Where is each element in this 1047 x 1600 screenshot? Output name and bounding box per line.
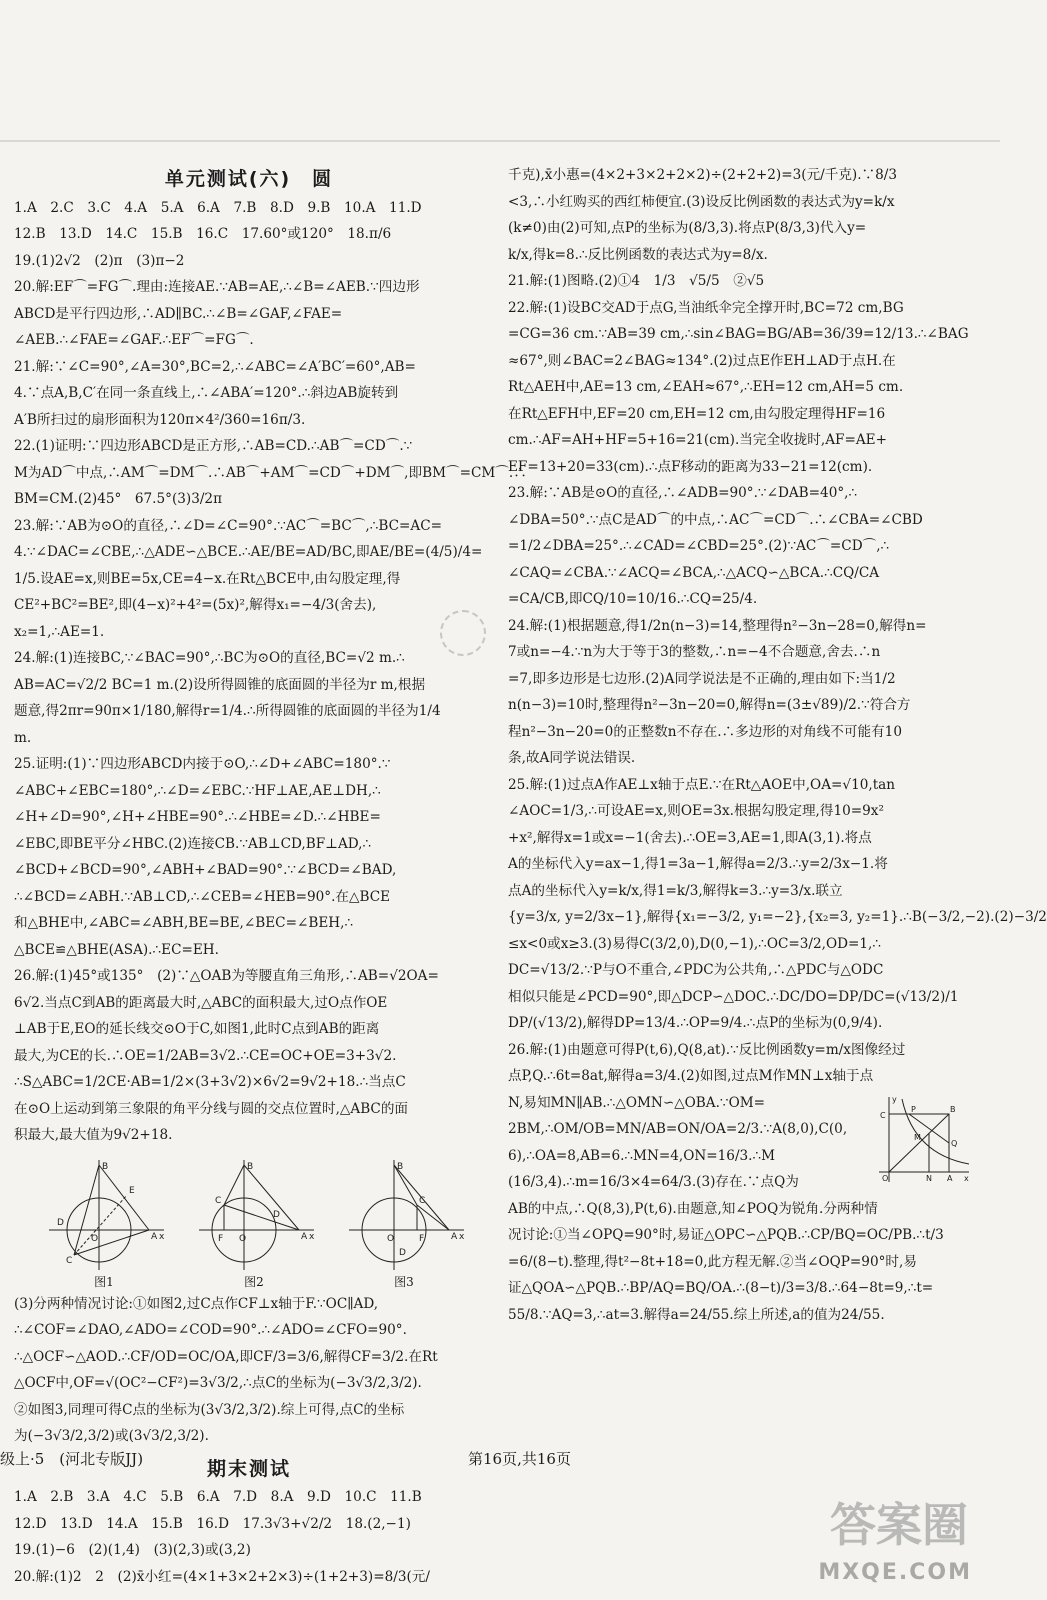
figure-3 [334,1155,474,1289]
footer-page-number: 第16页,共16页 [468,1450,571,1468]
svg-text:E: E [129,1185,135,1196]
answer-line: ∠AEB.∴∠FAE=∠GAF.∴EF⌒=FG⌒. [14,332,254,348]
answer-line: Rt△AEH中,AE=13 cm,∠EAH≈67°,∴EH=12 cm,AH=5 cm. [508,379,904,395]
faint-stamp [440,610,486,656]
question-26-diagram [874,1094,974,1184]
answer-line: 2BM,∴OM/OB=MN/AB=ON/OA=2/3.∵A(8,0),C(0, [508,1121,848,1137]
final-test-answers-right [508,162,1047,1090]
svg-text:M: M [914,1132,921,1142]
figure-3-caption: 图3 [394,1274,414,1289]
answer-line: △OCF中,OF=√(OC²−CF²)=3√3/2,∴点C的坐标为(−3√3/2,3/2). [14,1375,422,1391]
answer-line: ∴S△ABC=1/2CE·AB=1/2×(3+3√2)×6√2=9√2+18.∴当点C [14,1074,406,1090]
answer-line: 22.解:(1)设BC交AD于点G,当油纸伞完全撑开时,BC=72 cm,BG [508,299,904,316]
answer-line: ∠DBA=50°.∵点C是AD⌒的中点,∴AC⌒=CD⌒.∴∠CBA=∠CBD [508,511,923,528]
answer-line: ∴∠BCD=∠ABH.∵AB⊥CD,∴∠CEB=∠HEB=90°.在△BCE [14,888,391,905]
answer-line: ∠EBC,即BE平分∠HBC.(2)连接CB.∵AB⊥CD,BF⊥AD,∴ [14,835,372,852]
answer-line: =CG=36 cm.∵AB=39 cm,∴sin∠BAG=BG/AB=36/39=12/13.∴∠BAG [508,326,969,342]
answer-line: 1.A 2.B 3.A 4.C 5.B 6.A 7.D 8.A 9.D 10.C 11.B [14,1489,422,1505]
answer-line: ⊥AB于E,EO的延长线交⊙O于C,如图1,此时C点到AB的距离 [14,1021,380,1037]
page-footer [0,1448,1000,1488]
svg-text:x: x [309,1231,315,1242]
answer-line: 21.解:(1)图略.(2)①4 1/3 √5/5 ②√5 [508,273,765,289]
svg-text:x: x [459,1231,465,1242]
svg-text:P: P [911,1104,916,1114]
answer-line: ∠ABC+∠EBC=180°,∴∠D=∠EBC.∵HF⊥AE,AE⊥DH,∴ [14,782,381,799]
watermark-logo: 答案圈 [830,1498,968,1552]
answer-line: 7或n=−4.∵n为大于等于3的整数,∴n=−4不合题意,舍去.∴n [508,644,881,660]
answer-line: ABCD是平行四边形,∴AD∥BC.∴∠B=∠GAF,∠FAE= [14,305,343,322]
answer-line: 26.解:(1)45°或135° (2)∵△OAB为等腰直角三角形,∴AB=√2OA= [14,968,439,984]
answer-line: ∠CAQ=∠CBA.∵∠ACQ=∠BCA,∴△ACQ∽△BCA.∴CQ/CA [508,564,880,581]
answer-line: 25.证明:(1)∵四边形ABCD内接于⊙O,∴∠D+∠ABC=180°.∵ [14,756,391,772]
answer-line: {y=3/x, y=2/3x−1},解得{x₁=−3/2, y₁=−2},{x₂=3, y₂=1}.∴B(−3/2,−2).(2)−3/2 [508,909,1047,925]
answer-line: k/x,得k=8.∴反比例函数的表达式为y=8/x. [508,246,768,263]
answer-line: CE²+BC²=BE²,即(4−x)²+4²=(5x)²,解得x₁=−4/3(舍去), [14,597,377,613]
svg-text:O: O [91,1233,99,1244]
answer-line: 证△QOA∽△PQB.∴BP/AQ=BQ/OA.∴(8−t)/3=3/8.∴64−8t=9,∴t= [508,1280,934,1296]
final-test-answers [14,1484,484,1590]
answer-line: 最大,为CE的长.∴OE=1/2AB=3√2.∴CE=OC+OE=3+3√2. [14,1047,397,1064]
answer-line: n(n−3)=10时,整理得n²−3n−20=0,解得n=(3±√89)/2.∵符合方 [508,697,911,713]
answer-line: 12.D 13.D 14.A 15.B 16.D 17.3√3+√2/2 18.(2,−1) [14,1515,411,1532]
answer-line: (16/3,4).∴m=16/3×4=64/3.(3)存在.∵点Q为 [508,1174,799,1190]
watermark-text: MXQE.COM [818,1560,972,1585]
answer-line: 12.B 13.D 14.C 15.B 16.C 17.60°或120° 18.π/6 [14,226,392,242]
figure-1-diagram [39,1155,169,1275]
answer-line: 相似只能是∠PCD=90°,即△DCP∽△DOC.∴DC/DO=DP/DC=(√13/2)/1 [508,988,959,1005]
answer-line: 在Rt△EFH中,EF=20 cm,EH=12 cm,由勾股定理得HF=16 [508,405,886,422]
answer-line: 20.解:EF⌒=FG⌒.理由:连接AE.∵AB=AE,∴∠B=∠AEB.∵四边形 [14,279,420,295]
figure-1 [34,1155,174,1289]
svg-text:B: B [397,1161,404,1172]
figures-row [34,1155,474,1289]
answer-line: 20.解:(1)2 2 (2)x̄小红=(4×1+3×2+2×3)÷(1+2+3)=8/3(元/ [14,1568,430,1585]
svg-text:D: D [273,1209,280,1220]
answer-line: A′B所扫过的扇形面积为120π×4²/360=16π/3. [14,411,306,428]
answer-line: 程n²−3n−20=0的正整数n不存在.∴多边形的对角线不可能有10 [508,723,902,740]
answer-line: 1/5.设AE=x,则BE=5x,CE=4−x.在Rt△BCE中,由勾股定理,得 [14,570,401,587]
answer-line: m. [14,729,32,746]
answer-line: 和△BHE中,∠ABC=∠ABH,BE=BE,∠BEC=∠BEH,∴ [14,915,354,931]
answer-line: M为AD⌒中点,∴AM⌒=DM⌒.∴AB⌒+AM⌒=CD⌒+DM⌒,即BM⌒=CM⌒.∴ [14,464,527,481]
answer-line: 6),∴OA=8,AB=6.∴MN=4,ON=16/3.∴M [508,1147,776,1164]
svg-text:x: x [964,1173,969,1183]
svg-text:O: O [387,1233,395,1244]
svg-text:A: A [451,1231,458,1242]
svg-text:N: N [926,1173,932,1183]
figure-3-diagram [339,1155,469,1275]
answer-line: AB=AC=√2/2 BC=1 m.(2)设所得圆锥的底面圆的半径为r m,根据 [14,676,426,693]
answer-line: AB的中点,∴Q(8,3),P(t,6).由题意,知∠POQ为锐角.分两种情 [508,1200,878,1217]
answer-line: 在⊙O上运动到第三象限的角平分线与圆的交点位置时,△ABC的面 [14,1100,409,1117]
svg-text:y: y [892,1094,897,1104]
svg-text:A: A [301,1231,308,1242]
svg-text:B: B [247,1161,254,1172]
svg-text:C: C [215,1195,222,1206]
watermark [768,1485,978,1593]
svg-text:B: B [950,1104,956,1114]
answer-line: ≈67°,则∠BAC=2∠BAG≈134°.(2)过点E作EH⊥AD于点H.在 [508,352,896,369]
answer-line: N,易知MN∥AB.∴△OMN∽△OBA.∵OM= [508,1094,766,1111]
answer-line: +x²,解得x=1或x=−1(舍去).∴OE=3,AE=1,即A(3,1).将点 [508,829,872,846]
unit-test-answers-continued [14,1291,484,1450]
svg-text:A: A [947,1173,953,1183]
figure-2-caption: 图2 [244,1274,264,1289]
svg-text:C: C [419,1195,426,1206]
answer-line: 况讨论:①当∠OPQ=90°时,易证△OPC∽△PQB.∴CP/BQ=OC/PB.∴t/3 [508,1227,944,1243]
answer-line: x₂=1,∴AE=1. [14,623,105,640]
answer-line: ≤x<0或x≥3.(3)易得C(3/2,0),D(0,−1),∴OC=3/2,OD=1,∴ [508,935,882,952]
answer-line: 26.解:(1)由题意可得P(t,6),Q(8,at).∵反比例函数y=m/x图像经过 [508,1041,906,1058]
figure-2-diagram [189,1155,319,1275]
answer-line: 题意,得2πr=90π×1/180,解得r=1/4.∴所得圆锥的底面圆的半径为1/4 [14,703,441,719]
answer-line: ②如图3,同理可得C点的坐标为(3√3/2,3/2).综上可得,点C的坐标 [14,1401,405,1418]
answer-line: 25.解:(1)过点A作AE⊥x轴于点E.∵在Rt△AOE中,OA=√10,tan [508,776,896,793]
answer-line: ∴△OCF∽△AOD.∴CF/OD=OC/OA,即CF/3=3/6,解得CF=3/2.在Rt [14,1348,438,1365]
answer-line: 23.解:∵AB是⊙O的直径,∴∠ADB=90°.∵∠DAB=40°,∴ [508,485,858,501]
answer-line: 为(−3√3/2,3/2)或(3√3/2,3/2). [14,1428,209,1444]
answer-line: BM=CM.(2)45° 67.5°(3)3/2π [14,491,223,507]
svg-text:Q: Q [951,1138,958,1148]
figure-1-caption: 图1 [94,1274,114,1289]
answer-line: 22.(1)证明:∵四边形ABCD是正方形,∴AB=CD.∴AB⌒=CD⌒.∵ [14,438,413,454]
answer-line: =1/2∠DBA=25°.∴∠CAD=∠CBD=25°.(2)∵AC⌒=CD⌒,∴ [508,538,890,554]
svg-text:F: F [419,1233,425,1244]
answer-line: 19.(1)2√2 (2)π (3)π−2 [14,252,185,269]
unit-test-answers [14,195,527,1149]
answer-line: <3,∴小红购买的西红柿便宜.(3)设反比例函数的表达式为y=k/x [508,193,895,210]
svg-text:C: C [880,1110,886,1120]
svg-text:A: A [151,1231,158,1242]
answer-line: 23.解:∵AB为⊙O的直径,∴∠D=∠C=90°.∵AC⌒=BC⌒,∴BC=AC= [14,517,442,534]
answer-line: =7,即多边形是七边形.(2)A同学说法是不正确的,理由如下:当1/2 [508,670,896,687]
answer-line: 积最大,最大值为9√2+18. [14,1127,173,1143]
footer-edition: 级上·5 (河北专版JJ) [0,1450,144,1468]
answer-line: 21.解:∵∠C=90°,∠A=30°,BC=2,∴∠ABC=∠A′BC′=60°,AB= [14,358,416,375]
answer-line: cm.∴AF=AH+HF=5+16=21(cm).当完全收拢时,AF=AE+ [508,432,887,448]
svg-text:O: O [239,1233,247,1244]
answer-line: =6/(8−t).整理,得t²−8t+18=0,此方程无解.②当∠OQP=90°时,易 [508,1253,917,1270]
svg-text:B: B [102,1161,109,1172]
answer-line: (k≠0)由(2)可知,点P的坐标为(8/3,3).将点P(8/3,3)代入y= [508,220,867,236]
answer-line: A的坐标代入y=ax−1,得1=3a−1,解得a=2/3.∴y=2/3x−1.将 [508,856,888,872]
answer-line: ∴∠COF=∠DAO,∠ADO=∠COD=90°.∴∠ADO=∠CFO=90°. [14,1322,407,1338]
svg-text:C: C [66,1255,73,1266]
answer-line: 条,故A同学说法错误. [508,750,636,766]
answer-line: 4.∵∠DAC=∠CBE,∴△ADE∽△BCE.∴AE/BE=AD/BC,即AE/BE=(4/5)/4= [14,544,483,560]
figure-2 [184,1155,324,1289]
answer-line: 55/8.∵AQ=3,∴at=3.解得a=24/55.综上所述,a的值为24/55. [508,1306,885,1323]
svg-text:D: D [399,1247,406,1258]
answer-line: 24.解:(1)根据题意,得1/2n(n−3)=14,整理得n²−3n−28=0,解得n= [508,617,927,634]
answer-line: EF=13+20=33(cm).∴点F移动的距离为33−21=12(cm). [508,458,873,475]
svg-text:O: O [882,1173,889,1183]
answer-line: (3)分两种情况讨论:①如图2,过C点作CF⊥x轴于F.∵OC∥AD, [14,1295,379,1312]
svg-text:x: x [159,1231,165,1242]
answer-line: 24.解:(1)连接BC,∵∠BAC=90°,∴BC为⊙O的直径,BC=√2 m.∴ [14,650,405,666]
answer-line: △BCE≌△BHE(ASA).∴EC=EH. [14,941,219,958]
answer-line: DP/(√13/2),解得DP=13/4.∴OP=9/4.∴点P的坐标为(0,9/4). [508,1015,883,1031]
right-column [508,162,1047,1447]
svg-text:D: D [57,1217,64,1228]
answer-line: 点A的坐标代入y=k/x,得1=k/3,解得k=3.∴y=3/x.联立 [508,882,843,899]
answer-line: 1.A 2.C 3.C 4.A 5.A 6.A 7.B 8.D 9.B 10.A 11.D [14,199,422,216]
answer-line: ∠AOC=1/3,∴可设AE=x,则OE=3x.根据勾股定理,得10=9x² [508,803,884,819]
answer-line: 点P,Q.∴6t=8at,解得a=3/4.(2)如图,过点M作MN⊥x轴于点 [508,1068,874,1084]
answer-line: 19.(1)−6 (2)(1,4) (3)(2,3)或(3,2) [14,1542,251,1558]
answer-line: ∠H+∠D=90°,∠H+∠HBE=90°.∴∠HBE=∠D.∴∠HBE= [14,809,381,825]
answer-line: 6√2.当点C到AB的距离最大时,△ABC的面积最大,过O点作OE [14,994,388,1011]
answer-line: ∠BCD+∠BCD=90°,∠ABH+∠BAD=90°.∵∠BCD=∠BAD, [14,862,397,878]
svg-text:F: F [218,1233,224,1244]
answer-line: DC=√13/2.∵P与O不重合,∠PDC为公共角,∴△PDC与△ODC [508,962,884,978]
top-divider [0,140,1000,142]
answer-line: 4.∵点A,B,C′在同一条直线上,∴∠ABA′=120°.∴斜边AB旋转到 [14,385,399,401]
answer-line: 千克),x̄小惠=(4×2+3×2+2×2)÷(2+2+2)=3(元/千克).∵8/3 [508,167,898,183]
final-test-title: 期末测试 [206,1457,291,1480]
answer-line: =CA/CB,即CQ/10=10/16.∴CQ=25/4. [508,591,758,607]
unit-test-title: 单元测试(六) 圆 [164,168,334,190]
